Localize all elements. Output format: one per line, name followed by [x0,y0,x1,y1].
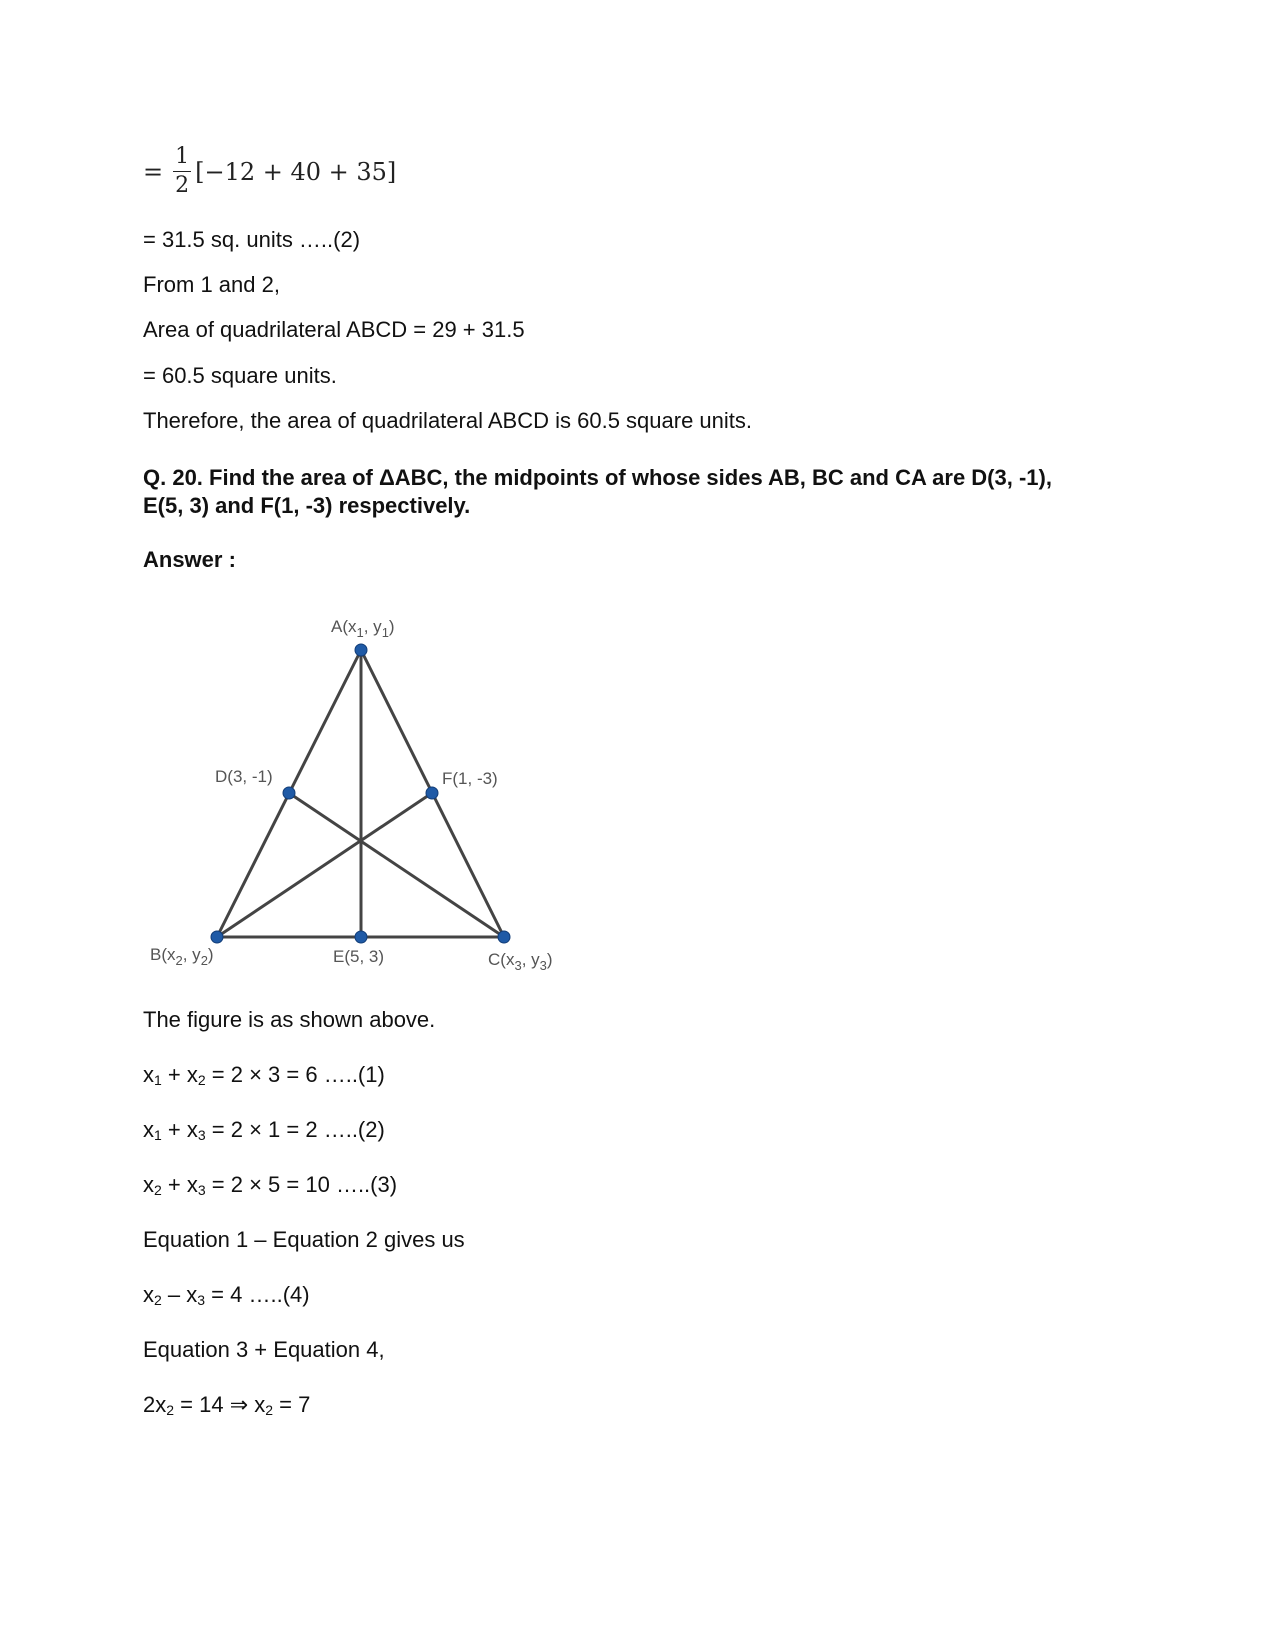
text-line: Area of quadrilateral ABCD = 29 + 31.5 [143,317,525,342]
median-cd [289,793,504,937]
numerator: 1 [173,143,191,172]
label-f: F(1, -3) [442,769,498,788]
equation-4: $x_2 - x_3 = 4$ …..(4) [143,1282,310,1308]
label-d: D(3, -1) [215,767,273,786]
equation-result: $2x_2 = 14$ ⇒ $x_2 = 7$ [143,1392,311,1418]
point-f [426,787,438,799]
point-d [283,787,295,799]
point-b [211,931,223,943]
text-line: Equation 3 + Equation 4, [143,1337,385,1362]
bracket-sum: [−12 + 40 + 35] [195,157,397,186]
text-line: = 60.5 square units. [143,363,337,388]
question-20: Q. 20. Find the area of ΔABC, the midpoints of whose sides AB, BC and CA are D(3, -1), E(5, 3) and F(1, -3) respectively. [143,465,1052,518]
text-line: From 1 and 2, [143,272,280,297]
equation-2: $x_1 + x_3 = 2 \times 1 = 2$ …..(2) [143,1117,385,1143]
median-bf [217,793,432,937]
label-a: $A(x_1$, $y_1$) [331,617,395,640]
answer-label: Answer : [143,547,236,572]
label-e: E(5, 3) [333,947,385,966]
equation-3: $x_2 + x_3 = 2 \times 5 = 10$ …..(3) [143,1172,398,1198]
label-c: $C(x_3$, $y_3$) [488,950,553,973]
text-line: Equation 1 – Equation 2 gives us [143,1227,465,1252]
point-c [498,931,510,943]
conclusion-line: Therefore, the area of quadrilateral ABCD is 60.5 square units. [143,408,753,433]
equation-1: $x_1 + x_2 = 2 \times 3 = 6$ …..(1) [143,1062,385,1088]
result-line: = 31.5 sq. units …..(2) [143,227,361,252]
denominator: 2 [175,173,190,198]
equals-sign: = [143,157,164,186]
label-b: $B(x_2$, $y_2$) [150,945,214,968]
figure-caption: The figure is as shown above. [143,1007,436,1032]
point-e [355,931,367,943]
point-a [355,644,367,656]
